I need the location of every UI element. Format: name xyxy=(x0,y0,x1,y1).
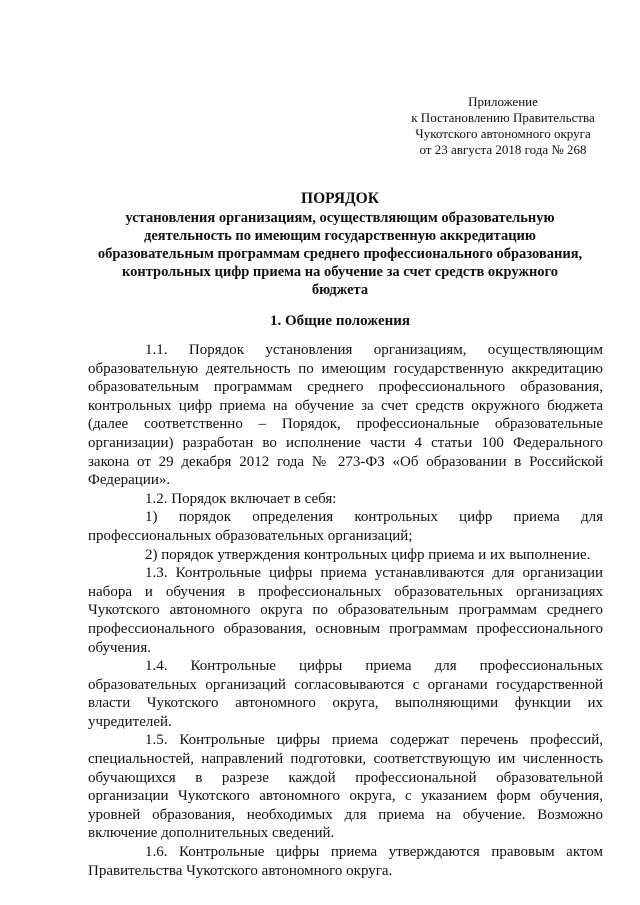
appendix-line-4: от 23 августа 2018 года № 268 xyxy=(419,142,587,157)
section-heading: 1. Общие положения xyxy=(269,313,411,329)
title-line-3: образовательным программам среднего профессионального образования, xyxy=(97,246,583,262)
paragraph-1-3: 1.3. Контрольные цифры приема устанавливаются для организации набора и обучения в профессиональных образовательных организациях Чукотского автономного округа по образовательным программам среднего профессионального образования, основным программам профессионального обучения. xyxy=(88,565,603,656)
document-body xyxy=(88,341,603,880)
appendix-line-3: Чукотского автономного округа xyxy=(415,126,591,141)
paragraph-1-6: 1.6. Контрольные цифры приема утверждаются правовым актом Правительства Чукотского автономного округа. xyxy=(88,844,603,879)
title-main: ПОРЯДОК xyxy=(301,190,379,207)
paragraph-1-1: 1.1. Порядок установления организациям, осуществляющим образовательную деятельность по имеющим государственную аккредитацию образовательным программам среднего профессионального образования, контрольных цифр приема на обучение за счет средств окружного бюджета (далее соответственно – Порядок, профессиональные образовательные организации) разработан во исполнение части 4 статьи 100 Федерального закона от 29 декабря 2012 года № 273-ФЗ «Об образовании в Российской Федерации». xyxy=(88,342,603,489)
document-title xyxy=(80,190,600,299)
paragraph-1-2: 1.2. Порядок включает в себя: xyxy=(145,490,337,507)
title-line-1: установления организациям, осуществляющим образовательную xyxy=(125,210,555,226)
appendix-line-2: к Постановлению Правительства xyxy=(411,110,595,125)
appendix-block xyxy=(388,94,618,158)
paragraph-list-1: 1) порядок определения контрольных цифр приема для профессиональных образовательных организаций; xyxy=(88,509,603,544)
title-line-5: бюджета xyxy=(311,282,369,298)
paragraph-1-4: 1.4. Контрольные цифры приема для профессиональных образовательных организаций согласовываются с органами государственной власти Чукотского автономного округа, выполняющими функции их учредителей. xyxy=(88,658,603,730)
paragraph-list-2: 2) порядок утверждения контрольных цифр приема и их выполнение. xyxy=(145,546,591,563)
title-line-4: контрольных цифр приема на обучение за счет средств окружного xyxy=(121,264,559,280)
paragraph-1-5: 1.5. Контрольные цифры приема содержат перечень профессий, специальностей, направлений подготовки, соответствующую им численность обучающихся в разрезе каждой профессиональной образовательной организации Чукотского автономного округа, с указанием форм обучения, уровней образования, необходимых для приема на обучение. Возможно включение дополнительных сведений. xyxy=(88,732,603,842)
appendix-line-1: Приложение xyxy=(468,94,538,109)
title-line-2: деятельность по имеющим государственную аккредитацию xyxy=(144,228,536,244)
